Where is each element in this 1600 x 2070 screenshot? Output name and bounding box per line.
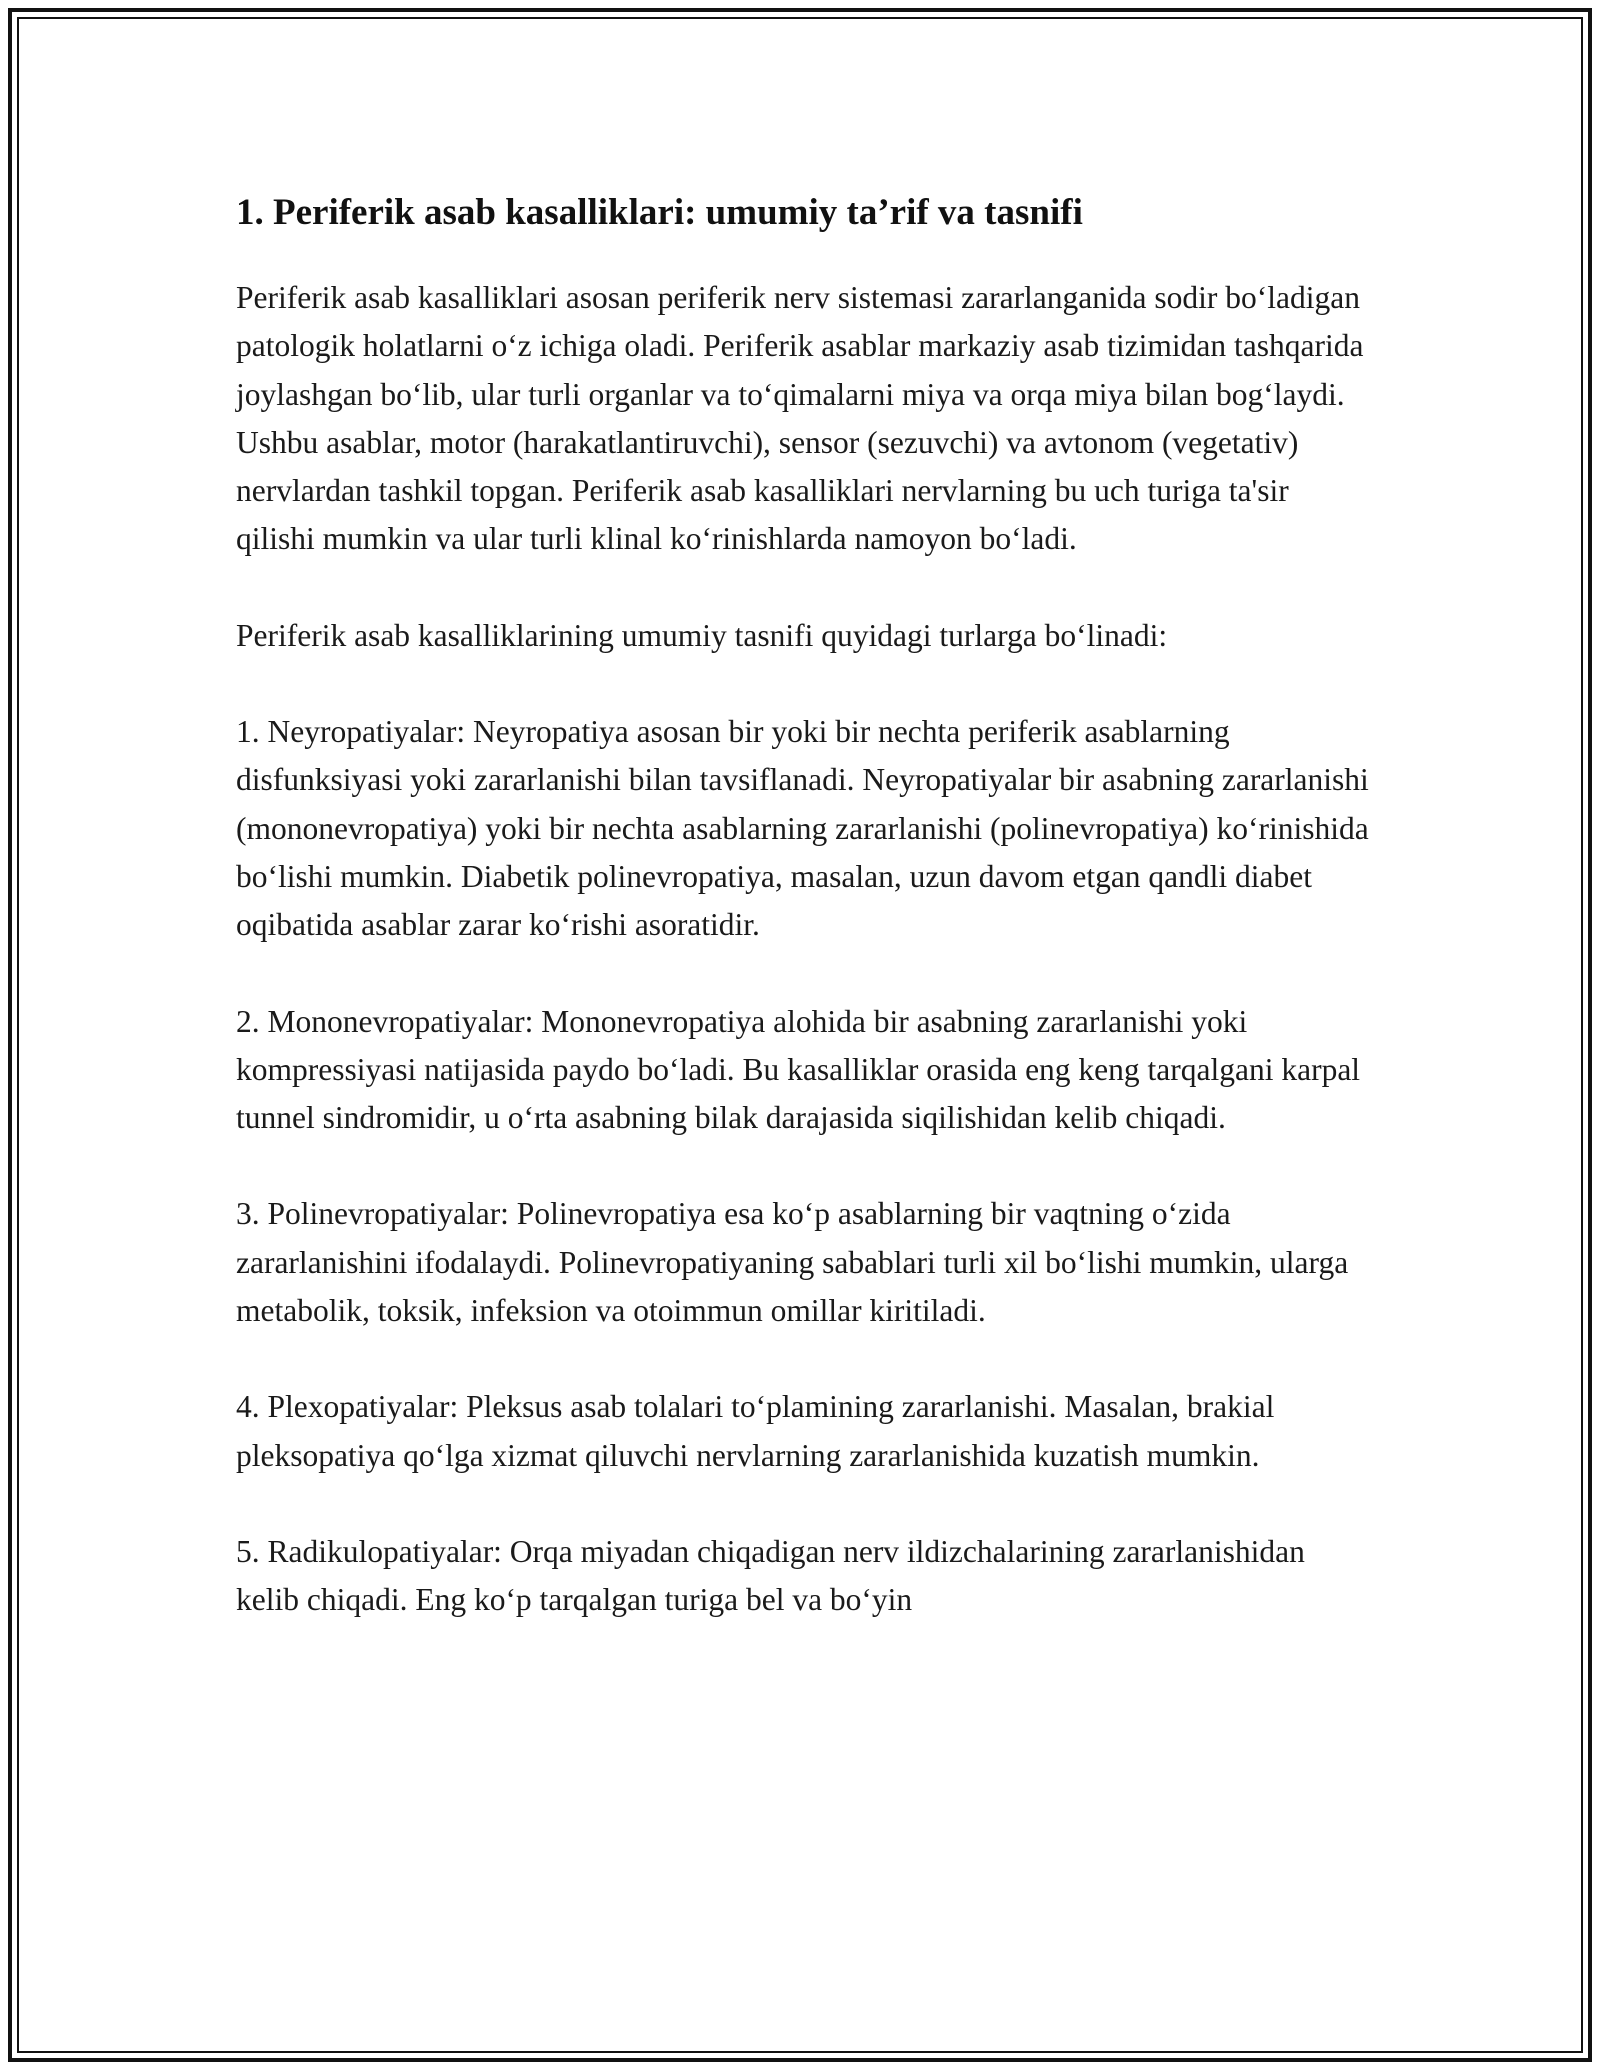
paragraph-plexopathies: 4. Plexopatiyalar: Pleksus asab tolalari toʻplamining zararlanishi. Masalan, brakial pleksopatiya qoʻlga xizmat qiluvchi nervlarning zararlanishida kuzatish mumkin. [236,1389,1275,1473]
paragraph-neuropathies: 1. Neyropatiyalar: Neyropatiya asosan bir yoki bir nechta periferik asablarning disfunksiyasi yoki zararlanishi bilan tavsiflanadi. Neyropatiyalar bir asabning zararlanishi (mononevropatiya) yoki bir nechta asablarning zararlanishi (polinevropatiya) koʻrinishida boʻlishi mumkin. Diabetik polinevropatiya, masalan, uzun davom etgan qandli diabet oqibatida asablar zarar koʻrishi asoratidir. [236,714,1369,943]
paragraph-polyneuropathies: 3. Polinevropatiyalar: Polinevropatiya esa koʻp asablarning bir vaqtning oʻzida zararlanishini ifodalaydi. Polinevropatiyaning sabablari turli xil boʻlishi mumkin, ularga metabolik, toksik, infeksion va otoimmun omillar kiritiladi. [236,1196,1349,1329]
paragraph-mononeuropathies: 2. Mononevropatiyalar: Mononevropatiya alohida bir asabning zararlanishi yoki kompressiyasi natijasida paydo boʻladi. Bu kasalliklar orasida eng keng tarqalgani karpal tunnel sindromidir, u oʻrta asabning bilak darajasida siqilishidan kelib chiqadi. [236,1003,1361,1136]
paragraph-radiculopathies: 5. Radikulopatiyalar: Orqa miyadan chiqadigan nerv ildizchalarining zararlanishidan kelib chiqadi. Eng koʻp tarqalgan turiga bel va boʻyin [236,1533,1305,1618]
paragraph-intro: Periferik asab kasalliklari asosan periferik nerv sistemasi zararlanganida sodir boʻladigan patologik holatlarni oʻz ichiga oladi. Periferik asablar markaziy asab tizimidan tashqarida joylashgan boʻlib, ular turli organlar va toʻqimalarni miya va orqa miya bilan bogʻlaydi. Ushbu asablar, motor (harakatlantiruvchi), sensor (sezuvchi) va avtonom (vegetativ) nervlardan tashkil topgan. Periferik asab kasalliklari nervlarning bu uch turiga ta'sir qilishi mumkin va ular turli klinal koʻrinishlarda namoyon boʻladi. [236,280,1364,557]
paragraph-classification-lead: Periferik asab kasalliklarining umumiy tasnifi quyidagi turlarga boʻlinadi: [236,617,1168,653]
section-heading: 1. Periferik asab kasalliklari: umumiy ta’rif va tasnifi [236,192,1083,233]
document-body [236,186,1372,1673]
